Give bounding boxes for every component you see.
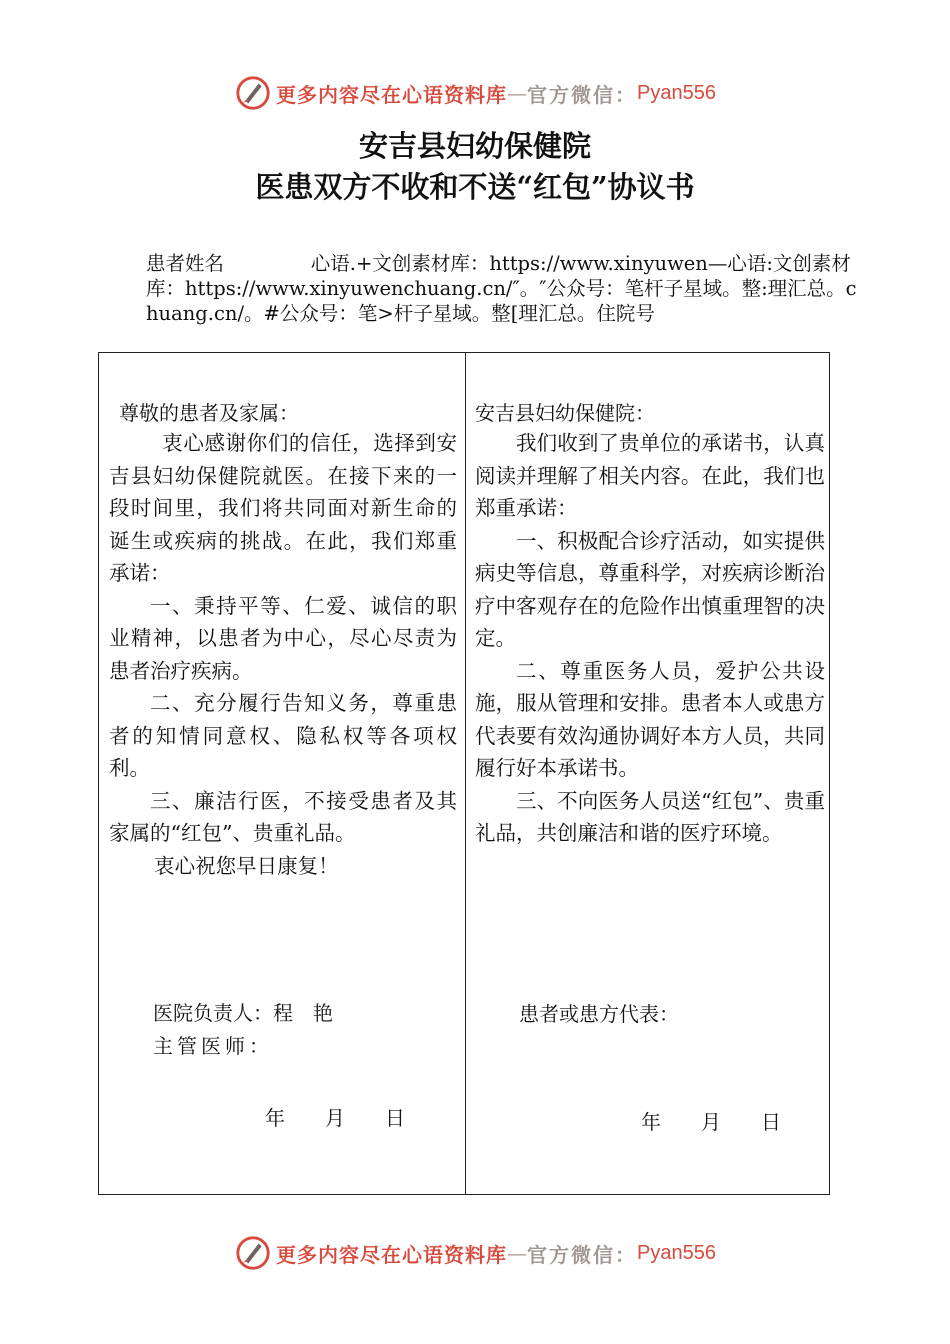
right-paragraph: 一、积极配合诊疗活动，如实提供病史等信息，尊重科学，对疾病诊断治疗中客观存在的危险作出慎重理智的决定。 [475,528,825,650]
left-paragraph: 二、充分履行告知义务，尊重患者的知情同意权、隐私权等各项权利。 [109,691,457,780]
date-year: 年 [641,1110,661,1134]
logo-icon [234,1234,272,1272]
banner-main-text: 更多内容尽在心语资料库 [276,82,508,107]
document-title-line1: 安吉县妇幼保健院 [358,129,591,163]
banner-main-text: 更多内容尽在心语资料库 [276,1242,508,1267]
left-paragraph: 三、廉洁行医，不接受患者及其家属的“红包”、贵重礼品。 [109,788,457,845]
date-year: 年 [265,1106,285,1130]
left-wish: 衷心祝您早日康复！ [154,853,339,878]
banner-sub-text: 官方微信： [527,1242,638,1267]
banner-separator: — [507,1241,528,1265]
right-body [475,427,825,850]
left-paragraph: 衷心感谢你们的信任，选择到安吉县妇幼保健院就医。在接下来的一段时间里，我们将共同面对新生命的诞生或疾病的挑战。在此，我们郑重承诺： [109,431,457,585]
column-divider [465,353,466,1194]
attending-doctor-signature: 主管医师： [153,1034,273,1058]
right-paragraph: 三、不向医务人员送“红包”、贵重礼品，共创廉洁和谐的医疗环境。 [475,788,825,845]
right-paragraph: 二、尊重医务人员，爱护公共设施，服从管理和安排。患者本人或患方代表要有效沟通协调好本方人员，共同履行好本承诺书。 [475,658,825,780]
banner-sub-text: 官方微信： [527,82,638,107]
right-paragraph: 我们收到了贵单位的承诺书，认真阅读并理解了相关内容。在此，我们也郑重承诺： [475,431,825,520]
document-title-line2: 医患双方不收和不送“红包”协议书 [255,170,695,204]
date-day: 日 [385,1106,405,1130]
patient-commitment-column [475,353,825,1194]
date-month: 月 [701,1110,721,1134]
left-greeting: 尊敬的患者及家属： [119,401,299,425]
banner-wechat-id: Pyan556 [637,1241,716,1264]
hospital-responsible-signature: 医院负责人：程 艳 [153,1001,333,1025]
patient-representative-signature: 患者或患方代表： [519,1002,679,1026]
date-day: 日 [761,1110,781,1134]
right-date [641,1106,781,1135]
footer-banner [0,1233,950,1273]
patient-info-field: 患者姓名 心语.+文创素材库：https://www.xinyuwen—心语:文创素材库：https://www.xinyuwenchuang.cn/″。″公众号：笔杆子星域。整:理汇总。chuang.cn/。#公众号：笔>杆子星域。整[理汇总。住院号 [146,252,857,325]
logo-icon [234,74,272,112]
left-body [109,427,457,882]
banner-wechat-id: Pyan556 [637,81,716,104]
left-paragraph: 一、秉持平等、仁爱、诚信的职业精神，以患者为中心，尽心尽责为患者治疗疾病。 [109,593,457,683]
agreement-table [98,352,830,1195]
date-month: 月 [325,1106,345,1130]
hospital-commitment-column [109,353,457,1194]
right-greeting: 安吉县妇幼保健院： [475,401,655,425]
banner-separator: — [507,81,528,105]
header-banner [0,73,950,113]
left-date [265,1102,405,1131]
